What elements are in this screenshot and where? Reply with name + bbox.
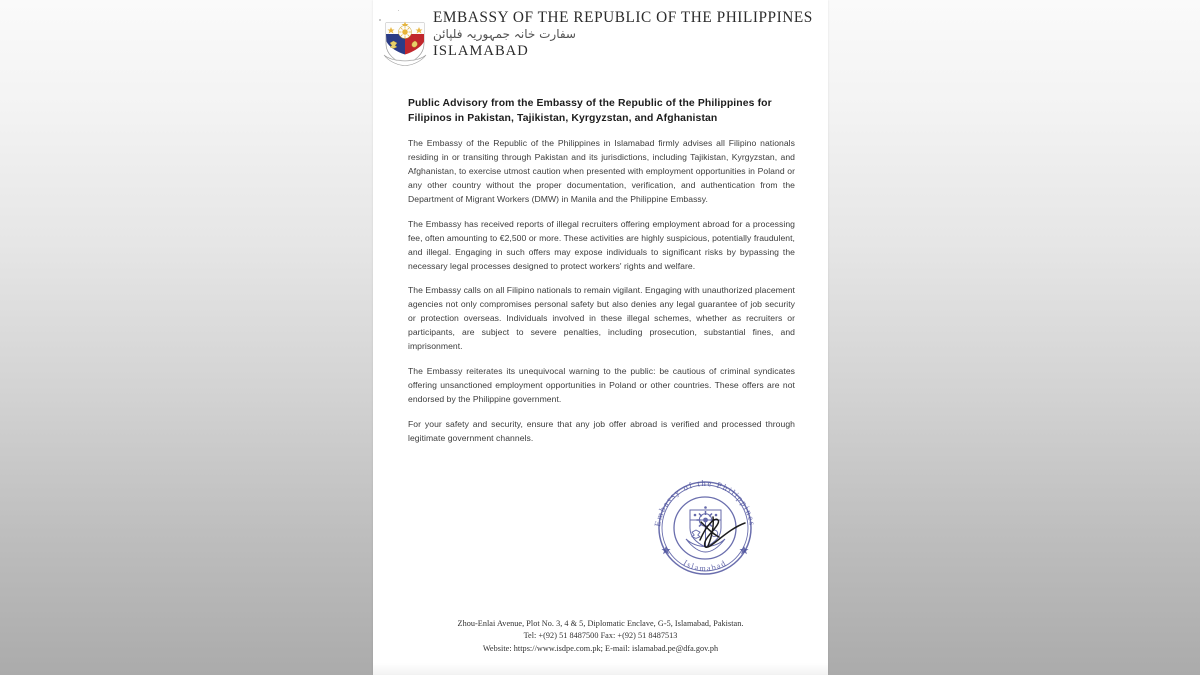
advisory-paragraph: The Embassy of the Republic of the Philippines in Islamabad firmly advises all Filipino nationals residing in or transiting through Pakistan and its jurisdictions, including Tajikistan, Kyrgyzstan, and Afghanistan, to exercise utmost caution when presented with employment opportunities in Poland or any other country without the proper documentation, verification, and authentication from the Department of Migrant Workers (DMW) in Manila and the Philippine Embassy. — [408, 138, 795, 204]
footer-address: Zhou-Enlai Avenue, Plot No. 3, 4 & 5, Diplomatic Enclave, G-5, Islamabad, Pakistan. — [457, 619, 744, 628]
advisory-paragraph: The Embassy reiterates its unequivocal warning to the public: be cautious of criminal syndicates offering unsanctioned employment opportunities in Poland or other countries. These offers are not endorsed by the Philippine government. — [408, 366, 795, 404]
advisory-paragraph: The Embassy has received reports of illegal recruiters offering employment abroad for a processing fee, often amounting to €2,500 or more. These activities are highly suspicious, potentially fraudulent, and illegal. Engaging in such offers may expose individuals to significant risks by bypassing the necessary legal processes designed to protect workers' rights and welfare. — [408, 218, 795, 271]
document-footer — [373, 618, 828, 655]
document-page — [373, 0, 828, 675]
organization-city: ISLAMABAD — [433, 43, 529, 60]
page-bottom-shadow — [373, 663, 828, 675]
seal-bottom-legend: Islamabad — [681, 558, 729, 574]
document-body — [408, 96, 795, 446]
letterhead-text-block — [433, 10, 823, 59]
advisory-paragraph: The Embassy calls on all Filipino nationals to remain vigilant. Engaging with unauthorized placement agencies not only compromises personal safety but also denies any legal guarantee of job security or protection overseas. Individuals involved in these illegal schemes, whether as recruiters or participants, are subject to severe penalties, including prosecution, substantial fines, and imprisonment. — [408, 285, 795, 352]
embassy-seal-stamp — [645, 468, 765, 588]
philippines-coat-of-arms-icon — [382, 17, 428, 67]
footer-phone-fax: Tel: +(92) 51 8487500 Fax: +(92) 51 8487513 — [523, 631, 678, 641]
organization-name-urdu: سفارت خانہ جمہوریہ فلپائن — [433, 27, 576, 42]
footer-web-email: Website: https://www.isdpe.com.pk; E-mail: islamabad.pe@dfa.gov.ph — [482, 643, 719, 653]
organization-name-english: EMBASSY OF THE REPUBLIC OF THE PHILIPPINES — [433, 9, 813, 26]
letterhead — [373, 0, 828, 84]
advisory-paragraph: For your safety and security, ensure that any job offer abroad is verified and processed through legitimate government channels. — [408, 418, 795, 443]
advisory-title: Public Advisory from the Embassy of the Republic of the Philippines for Filipinos in Pakistan, Tajikistan, Kyrgyzstan, and Afghanistan — [408, 98, 772, 125]
seal-top-legend: Embassy of the Philippines — [652, 477, 758, 528]
